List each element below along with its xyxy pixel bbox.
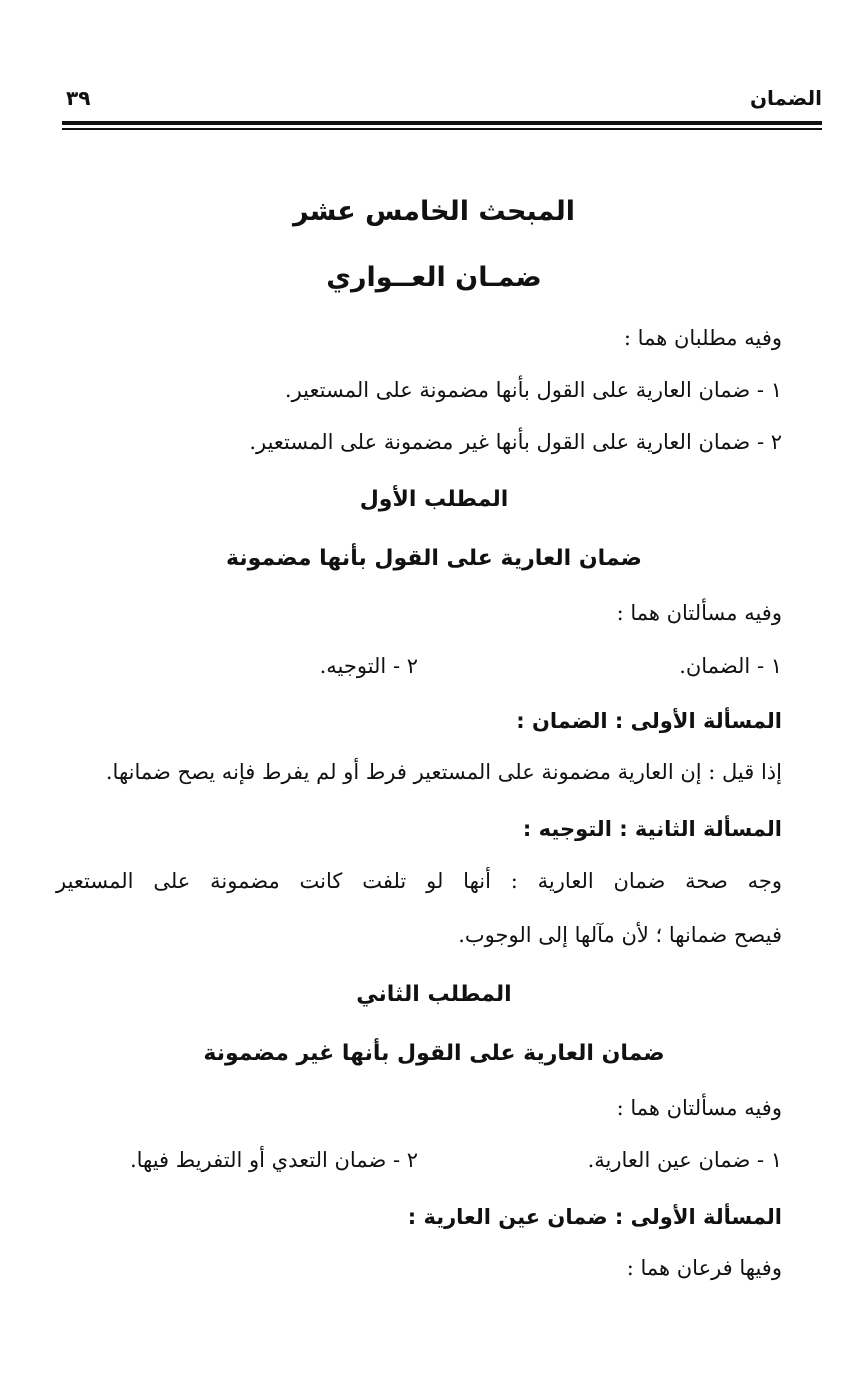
req1-question-1-text: إذا قيل : إن العارية مضمونة على المستعير فرط أو لم يفرط فإنه يصح ضمانها. — [105, 760, 782, 784]
req2-question-1-lead: وفيها فرعان هما : — [626, 1256, 782, 1280]
intro-item-1: ١ - ضمان العارية على القول بأنها مضمونة على المستعير. — [284, 378, 782, 402]
req1-question-2-text-line-1: وجه صحة ضمان العارية : أنها لو تلفت كانت مضمونة على المستعير — [56, 869, 782, 893]
req1-lead: وفيه مسألتان هما : — [616, 601, 782, 625]
page-number: ٣٩ — [66, 86, 91, 110]
req2-question-1-heading: المسألة الأولى : ضمان عين العارية : — [407, 1205, 782, 1229]
header-rule-thin — [62, 128, 822, 130]
running-title: الضمان — [749, 86, 822, 110]
requirement-1-title: ضمان العارية على القول بأنها مضمونة — [226, 546, 642, 571]
section-title: ضمـان العــواري — [326, 262, 542, 293]
section-heading: المبحث الخامس عشر — [293, 196, 575, 227]
req1-item-1: ١ - الضمان. — [679, 654, 782, 678]
requirement-2-heading: المطلب الثاني — [356, 982, 512, 1007]
req1-question-2-heading: المسألة الثانية : التوجيه : — [522, 817, 782, 841]
req1-question-2-text-line-2: فيصح ضمانها ؛ لأن مآلها إلى الوجوب. — [458, 923, 782, 947]
page-header — [62, 86, 822, 118]
req2-item-2: ٢ - ضمان التعدي أو التفريط فيها. — [129, 1148, 418, 1172]
req2-item-1: ١ - ضمان عين العارية. — [587, 1148, 782, 1172]
req1-question-1-heading: المسألة الأولى : الضمان : — [516, 709, 782, 733]
req1-item-2: ٢ - التوجيه. — [319, 654, 418, 678]
intro-lead: وفيه مطلبان هما : — [623, 326, 782, 350]
header-rule-thick — [62, 121, 822, 125]
req2-lead: وفيه مسألتان هما : — [616, 1096, 782, 1120]
requirement-2-title: ضمان العارية على القول بأنها غير مضمونة — [203, 1041, 665, 1066]
requirement-1-heading: المطلب الأول — [359, 487, 509, 512]
intro-item-2: ٢ - ضمان العارية على القول بأنها غير مضمونة على المستعير. — [249, 430, 782, 454]
